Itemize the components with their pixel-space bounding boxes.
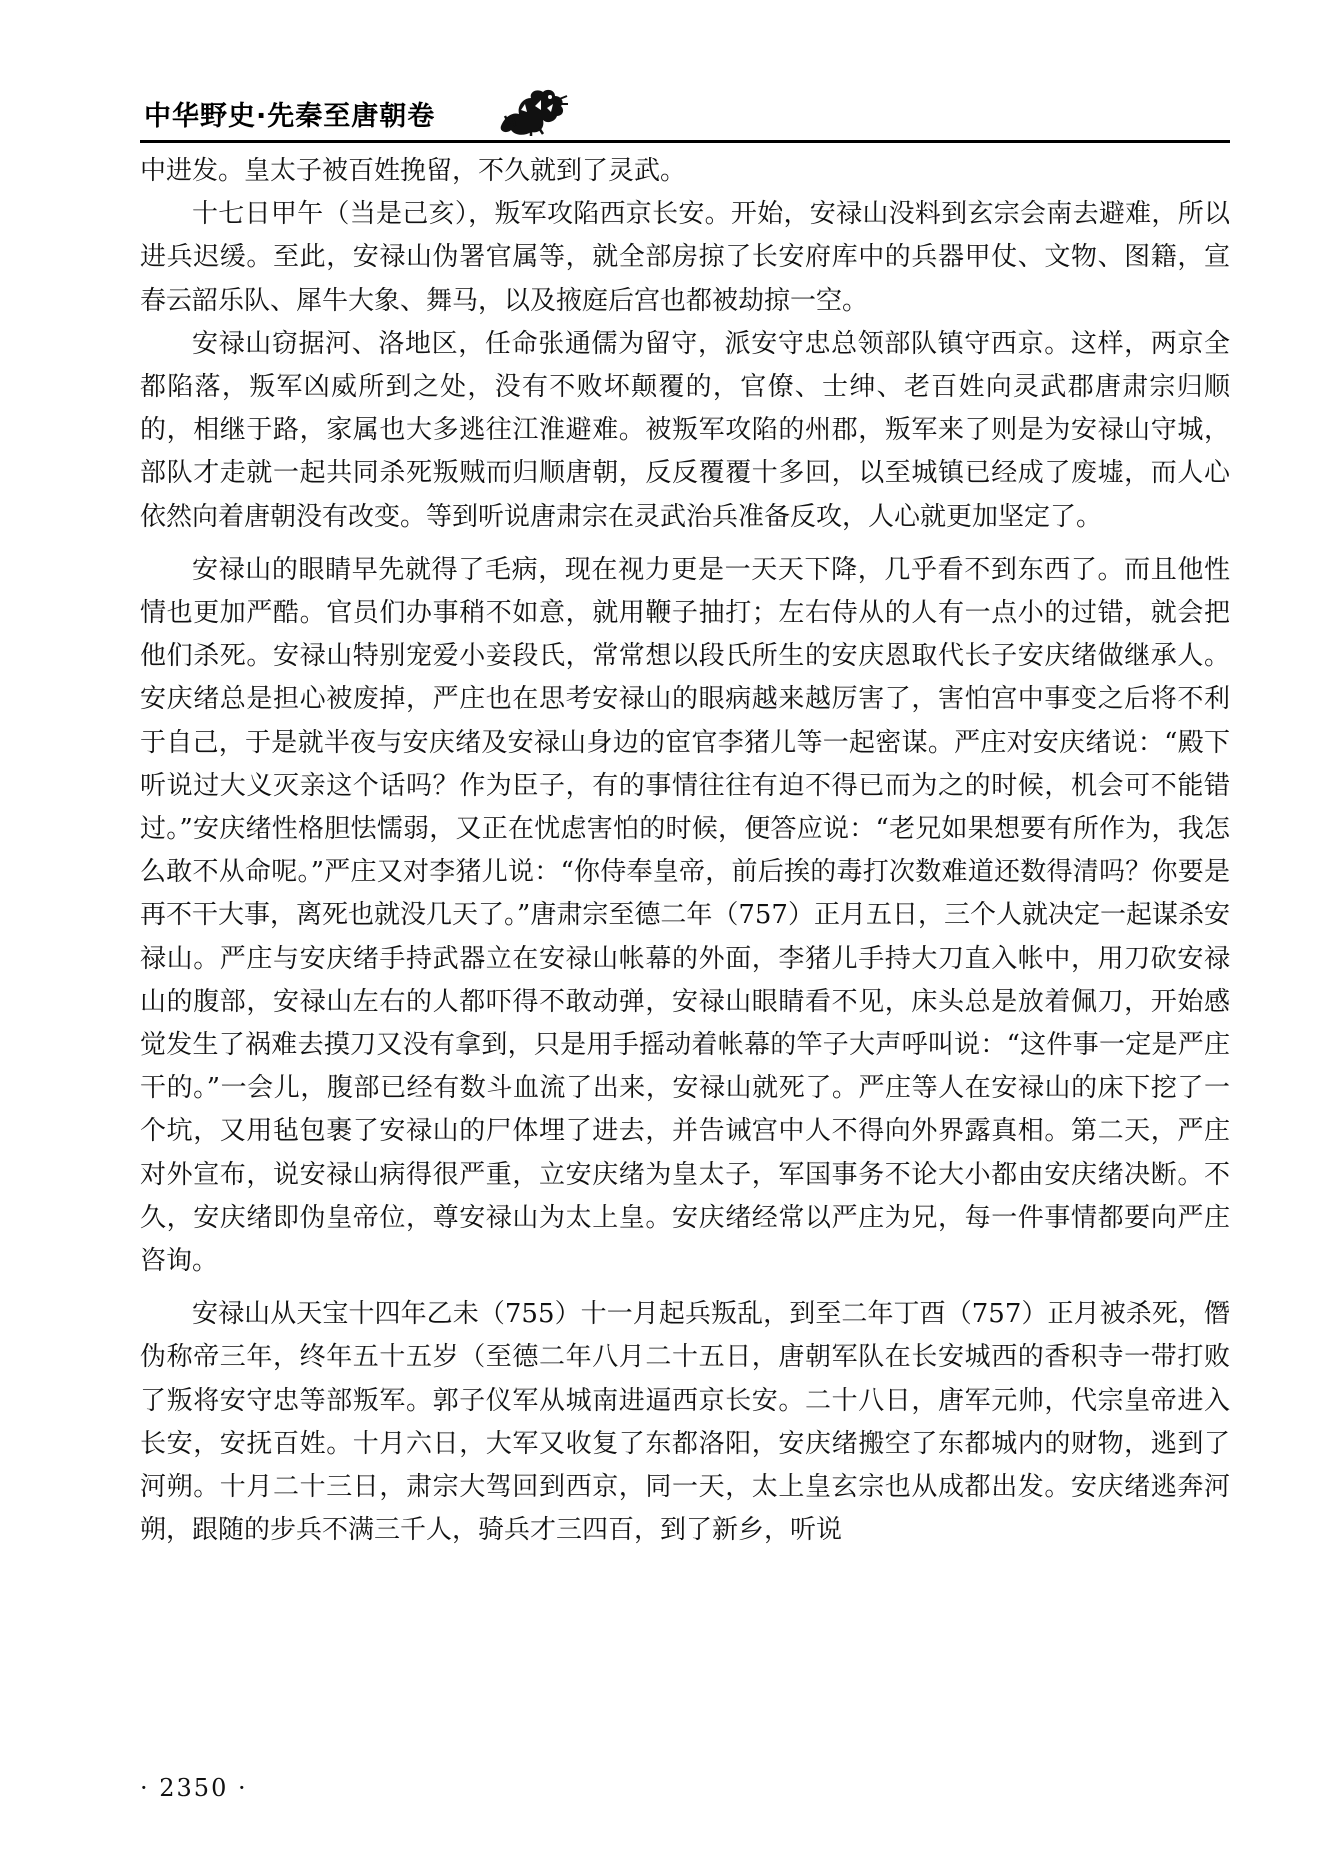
paragraph: 十七日甲午（当是己亥），叛军攻陷西京长安。开始，安禄山没料到玄宗会南去避难，所以进兵迟缓。至此，安禄山伪署官属等，就全部房掠了长安府库中的兵器甲仗、文物、图籍，宣春云韶乐队、犀牛大象、舞马，以及掖庭后宫也都被劫掠一空。	[140, 199, 1230, 316]
paragraph: 安禄山的眼睛早先就得了毛病，现在视力更是一天天下降，几乎看不到东西了。而且他性情也更加严酷。官员们办事稍不如意，就用鞭子抽打；左右侍从的人有一点小的过错，就会把他们杀死。安禄山特别宠爱小妾段氏，常常想以段氏所生的安庆恩取代长子安庆绪做继承人。安庆绪总是担心被废掉，严庄也在思考安禄山的眼病越来越厉害了，害怕宫中事变之后将不利于自己，于是就半夜与安庆绪及安禄山身边的宦官李猪儿等一起密谋。严庄对安庆绪说：“殿下听说过大义灭亲这个话吗？作为臣子，有的事情往往有迫不得已而为之的时候，机会可不能错过。”安庆绪性格胆怯懦弱，又正在忧虑害怕的时候，便答应说：“老兄如果想要有所作为，我怎么敢不从命呢。”严庄又对李猪儿说：“你侍奉皇帝，前后挨的毒打次数难道还数得清吗？你要是再不干大事，离死也就没几天了。”唐肃宗至德二年（757）正月五日，三个人就决定一起谋杀安禄山。严庄与安庆绪手持武器立在安禄山帐幕的外面，李猪儿手持大刀直入帐中，用刀砍安禄山的腹部，安禄山左右的人都吓得不敢动弹，安禄山眼睛看不见，床头总是放着佩刀，开始感觉发生了祸难去摸刀又没有拿到，只是用手摇动着帐幕的竿子大声呼叫说：“这件事一定是严庄干的。”一会儿，腹部已经有数斗血流了出来，安禄山就死了。严庄等人在安禄山的床下挖了一个坑，又用毡包裹了安禄山的尸体埋了进去，并告诫宫中人不得向外界露真相。第二天，严庄对外宣布，说安禄山病得很严重，立安庆绪为皇太子，军国事务不论大小都由安庆绪决断。不久，安庆绪即伪皇帝位，尊安禄山为太上皇。安庆绪经常以严庄为兄，每一件事情都要向严庄咨询。	[140, 554, 1230, 1277]
book-title: 中华野史·先秦至唐朝卷	[144, 101, 436, 132]
dragon-emblem-icon	[495, 86, 569, 138]
paragraph: 安禄山从天宝十四年乙未（755）十一月起兵叛乱，到至二年丁酉（757）正月被杀死，僭伪称帝三年，终年五十五岁（至德二年八月二十五日，唐朝军队在长安城西的香积寺一带打败了叛将安守忠等部叛军。郭子仪军从城南进逼西京长安。二十八日，唐军元帅，代宗皇帝进入长安，安抚百姓。十月六日，大军又收复了东都洛阳，安庆绪搬空了东都城内的财物，逃到了河朔。十月二十三日，肃宗大驾回到西京，同一天，太上皇玄宗也从成都出发。安庆绪逃奔河朔，跟随的步兵不满三千人，骑兵才三四百，到了新乡，听说	[140, 1299, 1230, 1546]
page-number: · 2350 ·	[140, 1774, 248, 1802]
page-header	[140, 88, 1230, 144]
body-text	[140, 150, 1230, 1553]
paragraph: 中进发。皇太子被百姓挽留，不久就到了灵武。	[140, 156, 687, 186]
paragraph: 安禄山窃据河、洛地区，任命张通儒为留守，派安守忠总领部队镇守西京。这样，两京全都陷落，叛军凶威所到之处，没有不败坏颠覆的，官僚、士绅、老百姓向灵武郡唐肃宗归顺的，相继于路，家属也大多逃往江淮避难。被叛军攻陷的州郡，叛军来了则是为安禄山守城，部队才走就一起共同杀死叛贼而归顺唐朝，反反覆覆十多回，以至城镇已经成了废墟，而人心依然向着唐朝没有改变。等到听说唐肃宗在灵武治兵准备反攻，人心就更加坚定了。	[140, 328, 1230, 532]
header-divider	[140, 140, 1230, 143]
